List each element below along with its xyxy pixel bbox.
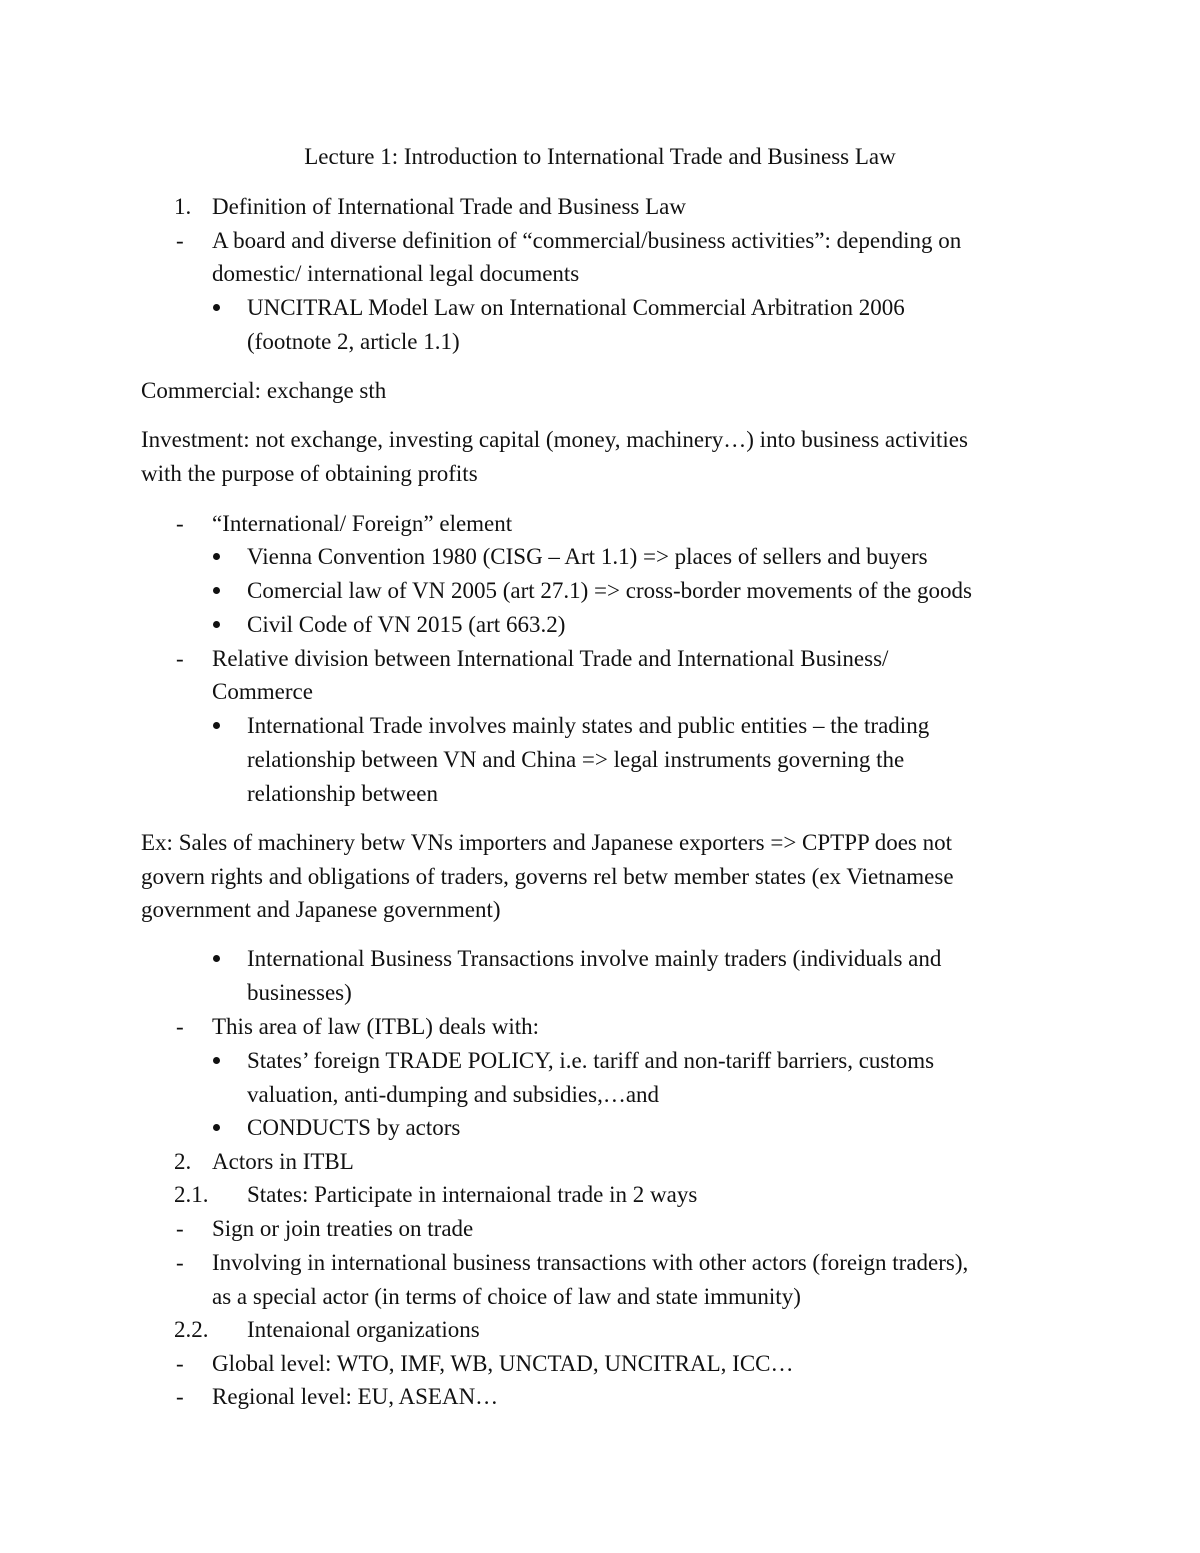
text-line: This area of law (ITBL) deals with:	[212, 1014, 539, 1039]
paragraph-line: Investment: not exchange, investing capital (money, machinery…) into business activities	[141, 427, 968, 452]
bullet-icon	[213, 553, 220, 560]
text-line: Vienna Convention 1980 (CISG – Art 1.1) => places of sellers and buyers	[247, 544, 928, 569]
dash-marker: -	[176, 1384, 184, 1409]
paragraph-line: govern rights and obligations of traders, governs rel betw member states (ex Vietnamese	[141, 864, 954, 889]
dash-marker: -	[176, 511, 184, 536]
list-number: 1.	[174, 194, 192, 219]
text-line: Global level: WTO, IMF, WB, UNCTAD, UNCITRAL, ICC…	[212, 1351, 794, 1376]
subsection-heading: States: Participate in internaional trade in 2 ways	[247, 1182, 698, 1207]
document-title: Lecture 1: Introduction to International Trade and Business Law	[304, 144, 896, 169]
list-number: 2.	[174, 1149, 192, 1174]
text-line: (footnote 2, article 1.1)	[247, 329, 460, 354]
dash-marker: -	[176, 228, 184, 253]
dash-marker: -	[176, 646, 184, 671]
text-line: Sign or join treaties on trade	[212, 1216, 474, 1241]
text-line: “International/ Foreign” element	[212, 511, 513, 536]
bullet-icon	[213, 955, 220, 962]
text-line: Civil Code of VN 2015 (art 663.2)	[247, 612, 566, 637]
bullet-icon	[213, 1124, 220, 1131]
text-line: domestic/ international legal documents	[212, 261, 580, 286]
paragraph-line: Commercial: exchange sth	[141, 378, 387, 403]
text-line: UNCITRAL Model Law on International Commercial Arbitration 2006	[247, 295, 905, 320]
text-line: relationship between	[247, 781, 438, 806]
text-line: Involving in international business transactions with other actors (foreign traders),	[212, 1250, 969, 1275]
list-number: 2.2.	[174, 1317, 209, 1342]
dash-marker: -	[176, 1014, 184, 1039]
text-line: States’ foreign TRADE POLICY, i.e. tariff and non-tariff barriers, customs	[247, 1048, 935, 1073]
dash-marker: -	[176, 1351, 184, 1376]
text-line: CONDUCTS by actors	[247, 1115, 461, 1140]
text-line: as a special actor (in terms of choice of law and state immunity)	[212, 1284, 801, 1309]
subsection-heading: Intenaional organizations	[247, 1317, 480, 1342]
text-line: International Business Transactions involve mainly traders (individuals and	[247, 946, 942, 971]
paragraph-line: with the purpose of obtaining profits	[141, 461, 478, 486]
bullet-icon	[213, 304, 220, 311]
section-heading: Actors in ITBL	[212, 1149, 354, 1174]
text-line: businesses)	[247, 980, 352, 1005]
bullet-icon	[213, 621, 220, 628]
bullet-icon	[213, 722, 220, 729]
text-line: Relative division between International Trade and International Business/	[212, 646, 889, 671]
dash-marker: -	[176, 1250, 184, 1275]
dash-marker: -	[176, 1216, 184, 1241]
text-line: Comercial law of VN 2005 (art 27.1) => cross-border movements of the goods	[247, 578, 972, 603]
bullet-icon	[213, 1057, 220, 1064]
text-line: International Trade involves mainly states and public entities – the trading	[247, 713, 930, 738]
bullet-icon	[213, 587, 220, 594]
text-line: Commerce	[212, 679, 313, 704]
text-line: A board and diverse definition of “commercial/business activities”: depending on	[212, 228, 962, 253]
text-line: valuation, anti-dumping and subsidies,…and	[247, 1082, 660, 1107]
section-heading: Definition of International Trade and Business Law	[212, 194, 686, 219]
text-line: Regional level: EU, ASEAN…	[212, 1384, 499, 1409]
text-line: relationship between VN and China => legal instruments governing the	[247, 747, 905, 772]
paragraph-line: Ex: Sales of machinery betw VNs importers and Japanese exporters => CPTPP does not	[141, 830, 952, 855]
list-number: 2.1.	[174, 1182, 209, 1207]
paragraph-line: government and Japanese government)	[141, 897, 501, 922]
